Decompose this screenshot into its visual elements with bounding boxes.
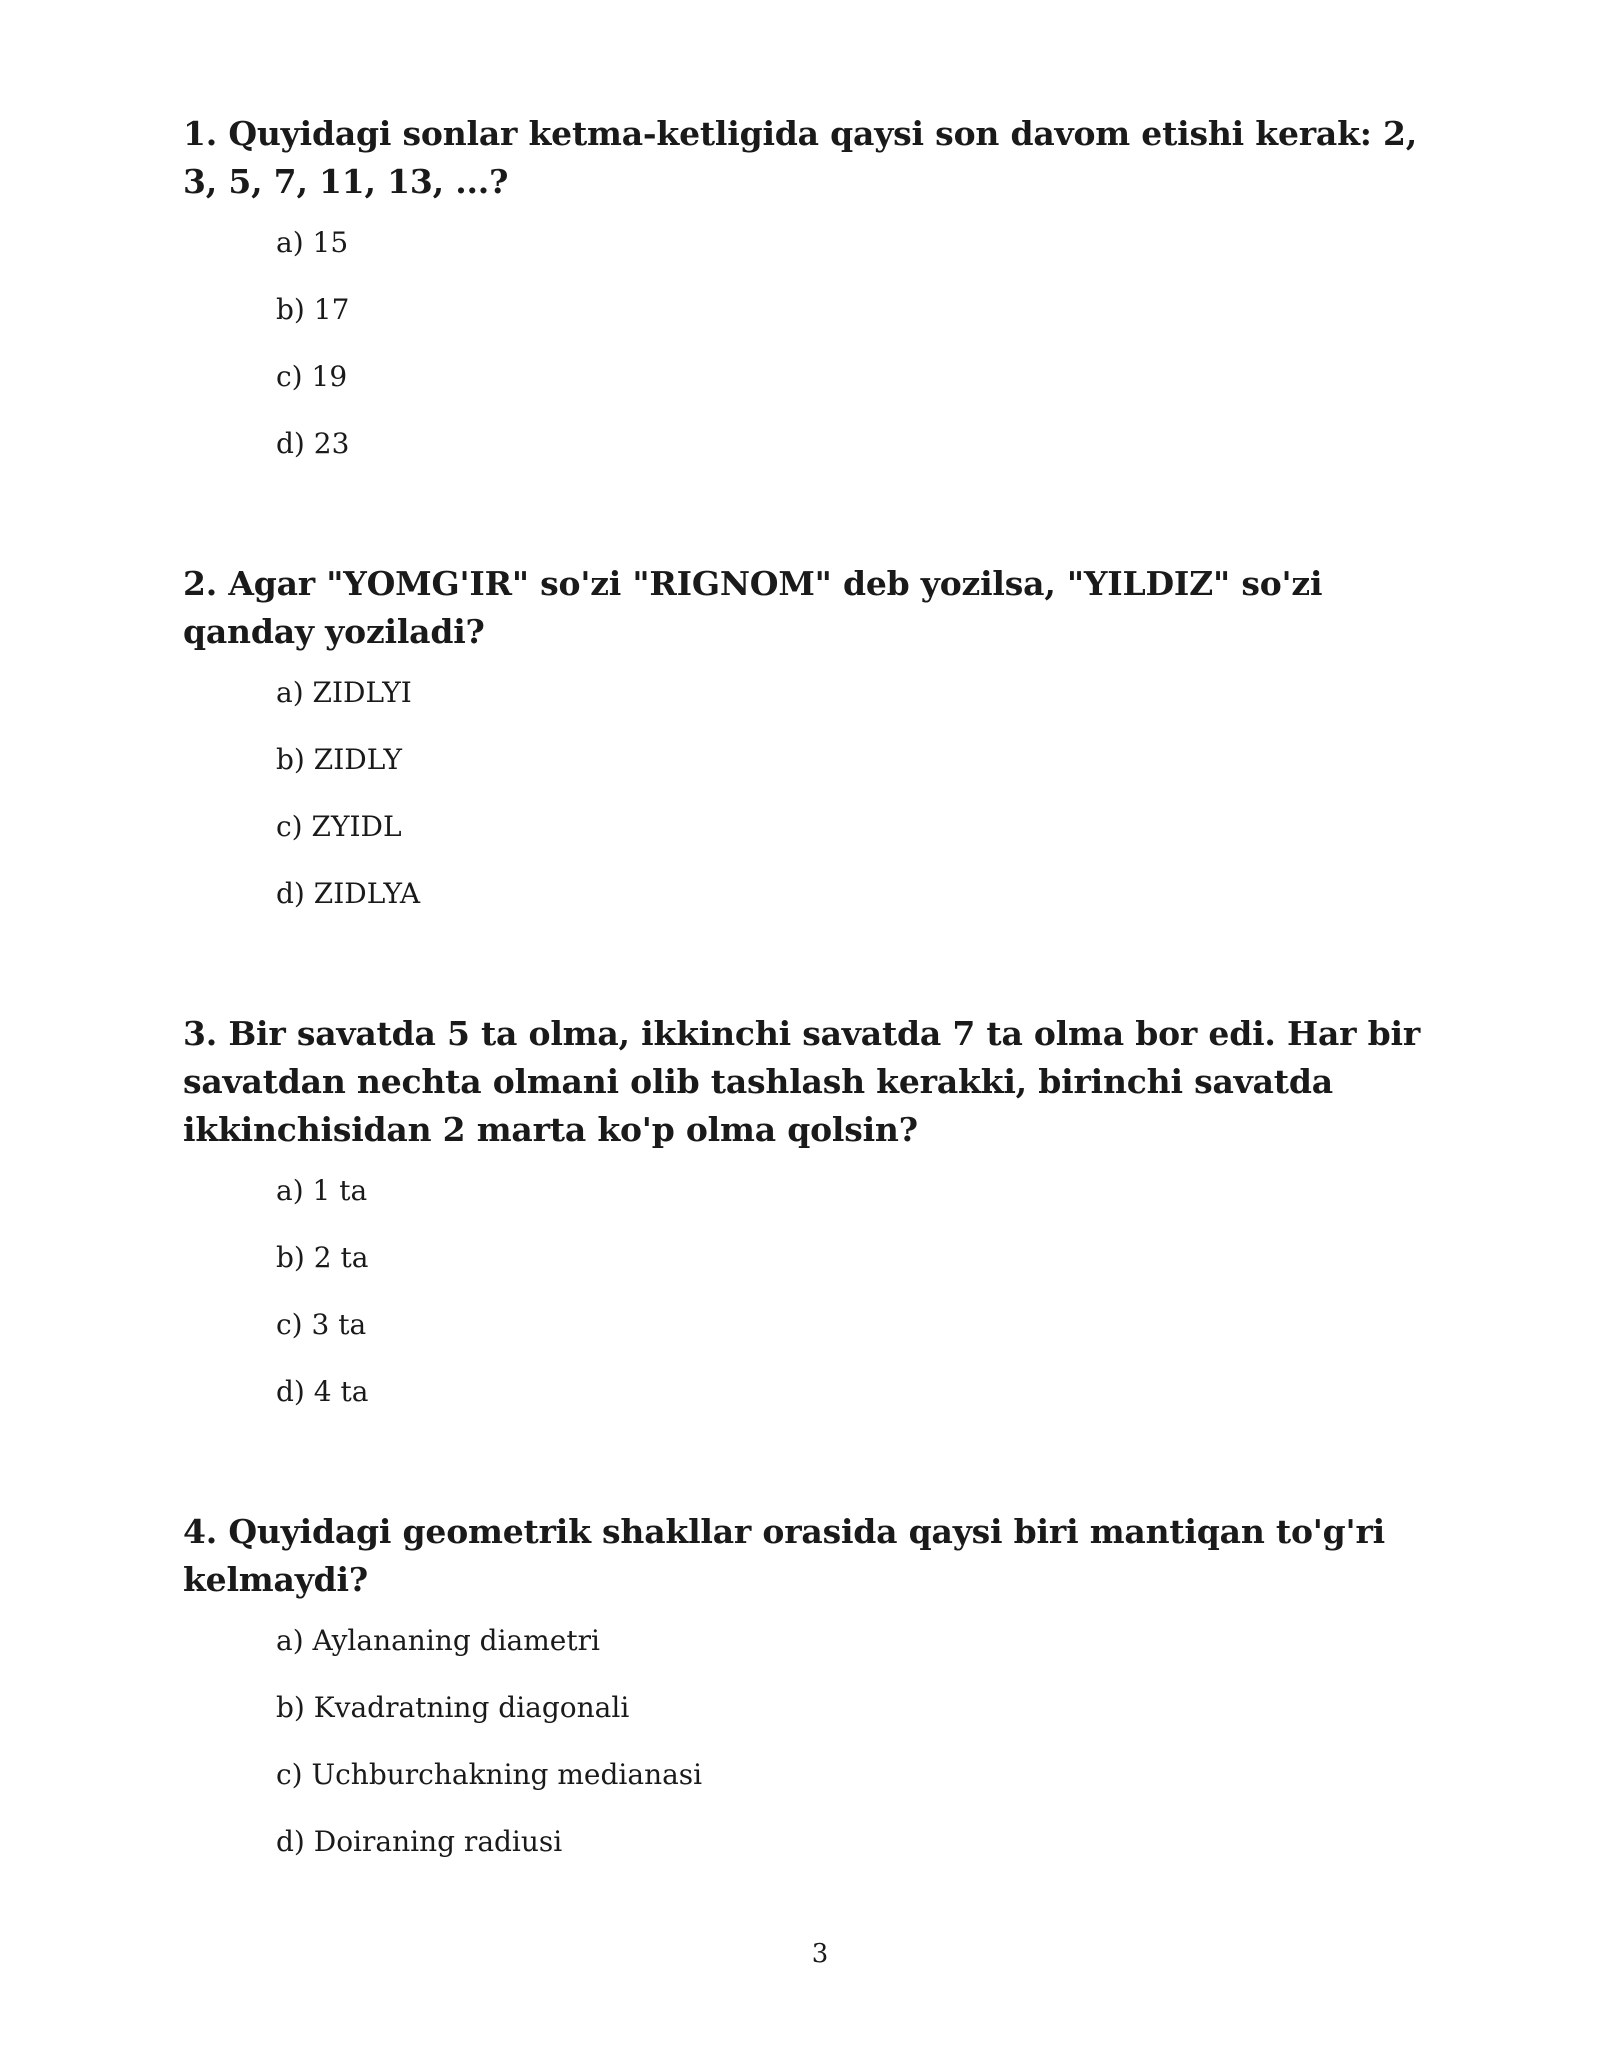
question-4 — [183, 1508, 1453, 1859]
question-text: 3. Bir savatda 5 ta olma, ikkinchi savatda 7 ta olma bor edi. Har bir savatdan nechta olmani olib tashlash kerakki, birinchi savatda ikkinchisidan 2 marta ko'p olma qolsin? — [183, 1014, 1421, 1149]
option-b: b) Kvadratning diagonali — [276, 1691, 630, 1724]
option-b: b) ZIDLY — [276, 743, 402, 776]
option-c: c) 19 — [276, 360, 348, 393]
option-c: c) ZYIDL — [276, 810, 402, 843]
page-number: 3 — [811, 1939, 829, 1969]
option-d: d) Doiraning radiusi — [276, 1825, 563, 1858]
option-b: b) 17 — [276, 293, 350, 326]
question-3 — [183, 1010, 1453, 1409]
question-1 — [183, 110, 1453, 461]
answer-options — [276, 1174, 1453, 1409]
option-a: a) Aylananing diametri — [276, 1624, 600, 1657]
question-text: 2. Agar "YOMG'IR" so'zi "RIGNOM" deb yozilsa, "YILDIZ" so'zi qanday yoziladi? — [183, 564, 1323, 651]
option-a: a) 1 ta — [276, 1174, 368, 1207]
answer-options — [276, 226, 1453, 461]
option-d: d) 4 ta — [276, 1375, 369, 1408]
answer-options — [276, 1624, 1453, 1859]
option-c: c) Uchburchakning medianasi — [276, 1758, 703, 1791]
option-a: a) 15 — [276, 226, 349, 259]
option-a: a) ZIDLYI — [276, 676, 412, 709]
question-text: 1. Quyidagi sonlar ketma-ketligida qaysi son davom etishi kerak: 2, 3, 5, 7, 11, 13, ...? — [183, 114, 1418, 201]
option-c: c) 3 ta — [276, 1308, 367, 1341]
option-d: d) 23 — [276, 427, 350, 460]
option-d: d) ZIDLYA — [276, 877, 421, 910]
answer-options — [276, 676, 1453, 911]
option-b: b) 2 ta — [276, 1241, 369, 1274]
question-text: 4. Quyidagi geometrik shakllar orasida qaysi biri mantiqan to'g'ri kelmaydi? — [183, 1512, 1385, 1599]
question-2 — [183, 560, 1453, 911]
